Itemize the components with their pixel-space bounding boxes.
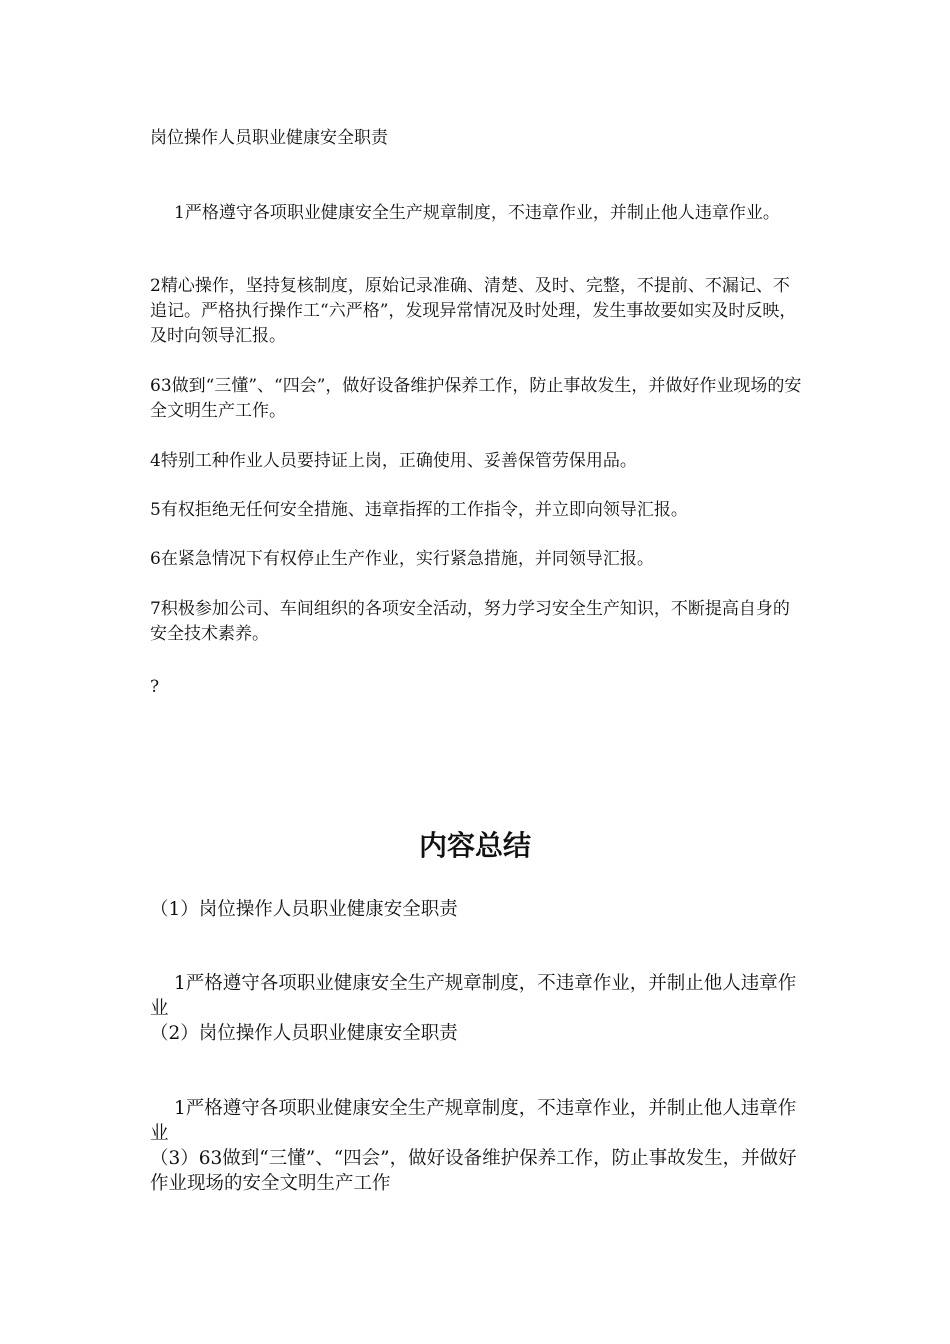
duty-item-4: 4特别工种作业人员要持证上岗，正确使用、妥善保管劳保用品。 [150,451,637,471]
duty-item-1: 1严格遵守各项职业健康安全生产规章制度，不违章作业，并制止他人违章作业。 [174,203,780,223]
duty-item-3: 63做到“三懂”、“四会”，做好设备维护保养工作，防止事故发生，并做好作业现场的安全文明生产工作。 [150,376,802,421]
summary-item-3: （3）63做到“三懂”、“四会”，做好设备维护保养工作，防止事故发生，并做好作业现场的安全文明生产工作 [150,1148,797,1194]
summary-item-2-text: 1严格遵守各项职业健康安全生产规章制度，不违章作业，并制止他人违章作业 [150,1098,797,1144]
duty-item-5: 5有权拒绝无任何安全措施、违章指挥的工作指令，并立即向领导汇报。 [150,500,688,520]
summary-item-1-title: （1）岗位操作人员职业健康安全职责 [150,899,458,920]
question-mark: ? [150,677,160,697]
document-title: 岗位操作人员职业健康安全职责 [150,128,388,148]
duty-item-2: 2精心操作，坚持复核制度，原始记录准确、清楚、及时、完整，不提前、不漏记、不追记。严格执行操作工“六严格”，发现异常情况及时处理，发生事故要如实及时反映，及时向领导汇报。 [150,276,797,346]
summary-heading: 内容总结 [418,829,531,862]
summary-item-1-text: 1严格遵守各项职业健康安全生产规章制度，不违章作业，并制止他人违章作业 [150,973,797,1019]
summary-item-2-title: （2）岗位操作人员职业健康安全职责 [150,1023,458,1044]
duty-item-6: 6在紧急情况下有权停止生产作业，实行紧急措施，并同领导汇报。 [150,549,654,569]
duty-item-7: 7积极参加公司、车间组织的各项安全活动，努力学习安全生产知识，不断提高自身的安全技术素养。 [150,599,790,644]
